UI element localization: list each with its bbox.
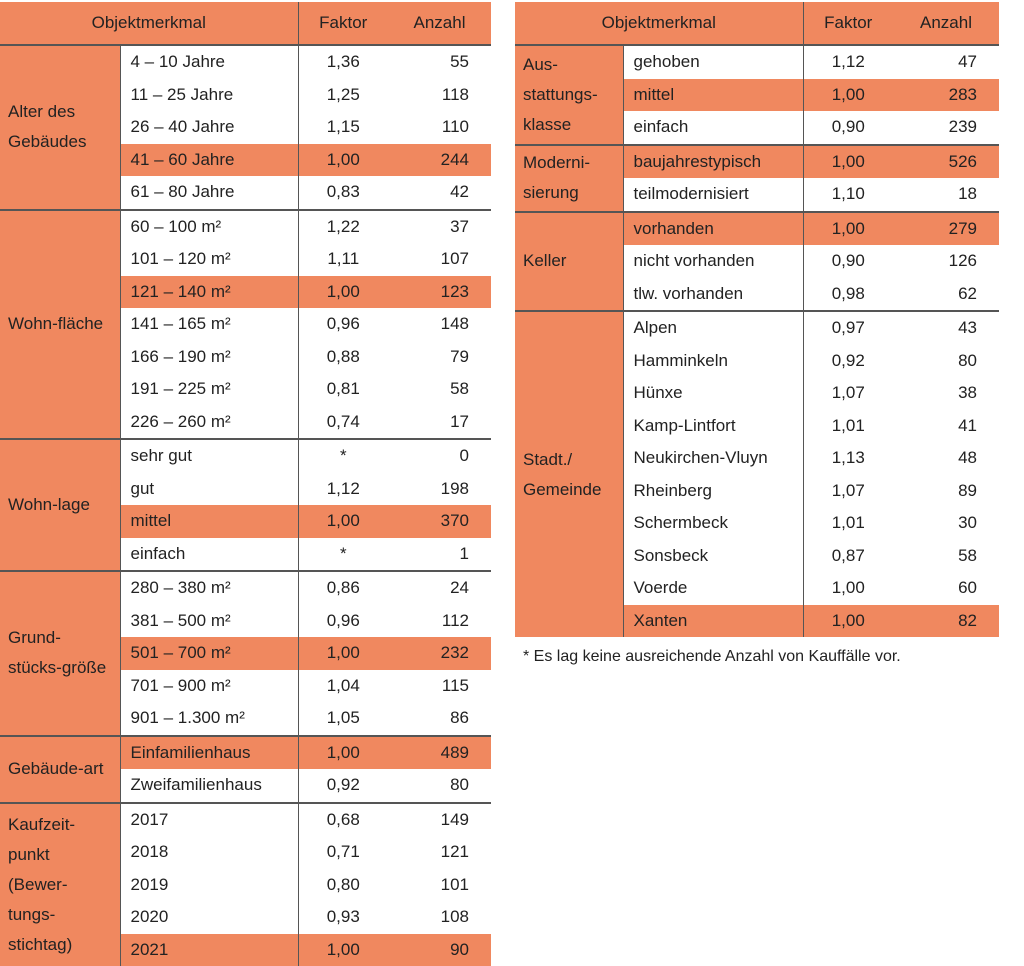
table-row [515,45,999,79]
row-faktor: 0,97 [803,311,893,345]
row-label: 2020 [120,901,298,934]
row-label: 26 – 40 Jahre [120,111,298,144]
row-label: Schermbeck [623,507,803,540]
row-anzahl: 30 [893,507,999,540]
row-label: 60 – 100 m² [120,210,298,244]
row-faktor: * [298,439,388,473]
row-label: Neukirchen-Vluyn [623,442,803,475]
row-anzahl: 101 [388,869,491,902]
row-faktor: 1,13 [803,442,893,475]
row-faktor: 0,74 [298,406,388,440]
row-label: vorhanden [623,212,803,246]
row-faktor: 1,00 [298,276,388,309]
row-faktor: 0,98 [803,278,893,312]
row-anzahl: 90 [388,934,491,966]
row-label: Rheinberg [623,475,803,508]
row-anzahl: 123 [388,276,491,309]
row-anzahl: 108 [388,901,491,934]
row-faktor: 0,90 [803,245,893,278]
group-label: Keller [515,212,623,312]
group-label: Moderni-sierung [515,145,623,212]
factor-table-right [515,2,999,637]
row-faktor: 1,00 [298,637,388,670]
group-label: Gebäude-art [0,736,120,803]
row-faktor: 0,71 [298,836,388,869]
table-row [515,212,999,246]
row-faktor: 1,04 [298,670,388,703]
row-faktor: 1,00 [298,934,388,966]
group-label: Wohn-fläche [0,210,120,440]
row-label: 141 – 165 m² [120,308,298,341]
row-anzahl: 1 [388,538,491,572]
row-label: Alpen [623,311,803,345]
row-label: tlw. vorhanden [623,278,803,312]
header-anzahl: Anzahl [388,2,491,45]
row-label: Einfamilienhaus [120,736,298,770]
row-anzahl: 107 [388,243,491,276]
row-faktor: 1,22 [298,210,388,244]
row-label: baujahrestypisch [623,145,803,179]
row-anzahl: 60 [893,572,999,605]
row-label: 11 – 25 Jahre [120,79,298,112]
row-faktor: 1,12 [803,45,893,79]
table-row [0,736,491,770]
row-faktor: 0,93 [298,901,388,934]
row-anzahl: 149 [388,803,491,837]
row-faktor: 1,00 [803,145,893,179]
row-anzahl: 232 [388,637,491,670]
row-anzahl: 41 [893,410,999,443]
row-faktor: 1,07 [803,475,893,508]
row-anzahl: 112 [388,605,491,638]
table-row [0,210,491,244]
row-faktor: 1,00 [803,605,893,638]
header-objektmerkmal: Objektmerkmal [0,2,298,45]
row-anzahl: 115 [388,670,491,703]
row-label: teilmodernisiert [623,178,803,212]
table-row [515,311,999,345]
row-faktor: 0,86 [298,571,388,605]
row-faktor: 0,68 [298,803,388,837]
row-label: 121 – 140 m² [120,276,298,309]
row-anzahl: 198 [388,473,491,506]
row-faktor: 1,00 [803,572,893,605]
row-faktor: 0,88 [298,341,388,374]
row-label: sehr gut [120,439,298,473]
header-faktor: Faktor [803,2,893,45]
row-label: einfach [120,538,298,572]
row-anzahl: 42 [388,176,491,210]
row-label: Sonsbeck [623,540,803,573]
row-anzahl: 80 [388,769,491,803]
table-row [0,803,491,837]
row-faktor: 0,81 [298,373,388,406]
header-anzahl: Anzahl [893,2,999,45]
row-faktor: 1,05 [298,702,388,736]
row-faktor: 1,07 [803,377,893,410]
row-faktor: 1,36 [298,45,388,79]
row-label: einfach [623,111,803,145]
row-label: mittel [120,505,298,538]
table-row [0,571,491,605]
row-faktor: 1,11 [298,243,388,276]
row-faktor: 1,01 [803,410,893,443]
row-anzahl: 58 [893,540,999,573]
row-label: Kamp-Lintfort [623,410,803,443]
row-label: 501 – 700 m² [120,637,298,670]
row-anzahl: 148 [388,308,491,341]
group-label: Grund-stücks-größe [0,571,120,736]
header-faktor: Faktor [298,2,388,45]
row-label: Voerde [623,572,803,605]
row-label: 2021 [120,934,298,966]
row-anzahl: 279 [893,212,999,246]
table-row [0,45,491,79]
table-header-row [515,2,999,45]
row-label: 2019 [120,869,298,902]
row-anzahl: 86 [388,702,491,736]
row-label: 61 – 80 Jahre [120,176,298,210]
row-anzahl: 239 [893,111,999,145]
group-label: Kaufzeit-punkt (Bewer-tungs-stichtag) [0,803,120,966]
row-faktor: 1,00 [298,144,388,177]
table-body-right [515,45,999,637]
row-faktor: 0,80 [298,869,388,902]
row-anzahl: 89 [893,475,999,508]
row-label: 701 – 900 m² [120,670,298,703]
header-objektmerkmal: Objektmerkmal [515,2,803,45]
row-anzahl: 55 [388,45,491,79]
row-faktor: 1,00 [803,79,893,112]
row-faktor: 1,25 [298,79,388,112]
row-anzahl: 526 [893,145,999,179]
row-label: 41 – 60 Jahre [120,144,298,177]
row-anzahl: 17 [388,406,491,440]
row-anzahl: 43 [893,311,999,345]
row-faktor: 0,92 [803,345,893,378]
factor-table-left [0,2,491,966]
table-row [0,439,491,473]
row-label: 191 – 225 m² [120,373,298,406]
row-anzahl: 80 [893,345,999,378]
table-header-row [0,2,491,45]
row-label: gehoben [623,45,803,79]
row-anzahl: 38 [893,377,999,410]
group-label: Alter des Gebäudes [0,45,120,210]
row-anzahl: 82 [893,605,999,638]
row-label: Xanten [623,605,803,638]
table-body-left [0,45,491,966]
row-anzahl: 58 [388,373,491,406]
row-anzahl: 48 [893,442,999,475]
row-label: 2017 [120,803,298,837]
row-label: 166 – 190 m² [120,341,298,374]
row-anzahl: 118 [388,79,491,112]
row-label: nicht vorhanden [623,245,803,278]
row-anzahl: 0 [388,439,491,473]
row-faktor: 1,10 [803,178,893,212]
row-faktor: 0,90 [803,111,893,145]
row-faktor: 0,87 [803,540,893,573]
row-label: 381 – 500 m² [120,605,298,638]
row-faktor: 1,00 [803,212,893,246]
group-label: Aus-stattungs-klasse [515,45,623,145]
row-anzahl: 121 [388,836,491,869]
group-label: Wohn-lage [0,439,120,571]
row-faktor: 1,15 [298,111,388,144]
row-anzahl: 79 [388,341,491,374]
row-anzahl: 283 [893,79,999,112]
row-faktor: 0,83 [298,176,388,210]
row-anzahl: 370 [388,505,491,538]
row-label: Hamminkeln [623,345,803,378]
row-faktor: 1,00 [298,505,388,538]
row-label: mittel [623,79,803,112]
row-anzahl: 62 [893,278,999,312]
row-label: 280 – 380 m² [120,571,298,605]
row-faktor: 0,92 [298,769,388,803]
row-anzahl: 47 [893,45,999,79]
row-label: Zweifamilienhaus [120,769,298,803]
row-anzahl: 18 [893,178,999,212]
row-faktor: 1,12 [298,473,388,506]
row-faktor: 1,00 [298,736,388,770]
row-faktor: * [298,538,388,572]
row-faktor: 0,96 [298,605,388,638]
row-label: 2018 [120,836,298,869]
row-anzahl: 37 [388,210,491,244]
row-faktor: 0,96 [298,308,388,341]
row-anzahl: 126 [893,245,999,278]
row-label: 901 – 1.300 m² [120,702,298,736]
row-anzahl: 244 [388,144,491,177]
row-faktor: 1,01 [803,507,893,540]
row-anzahl: 24 [388,571,491,605]
row-label: 4 – 10 Jahre [120,45,298,79]
row-label: 101 – 120 m² [120,243,298,276]
row-label: 226 – 260 m² [120,406,298,440]
row-anzahl: 110 [388,111,491,144]
row-label: gut [120,473,298,506]
row-anzahl: 489 [388,736,491,770]
footnote: * Es lag keine ausreichende Anzahl von Kauffälle vor. [523,648,901,666]
row-label: Hünxe [623,377,803,410]
group-label: Stadt./ Gemeinde [515,311,623,637]
table-row [515,145,999,179]
